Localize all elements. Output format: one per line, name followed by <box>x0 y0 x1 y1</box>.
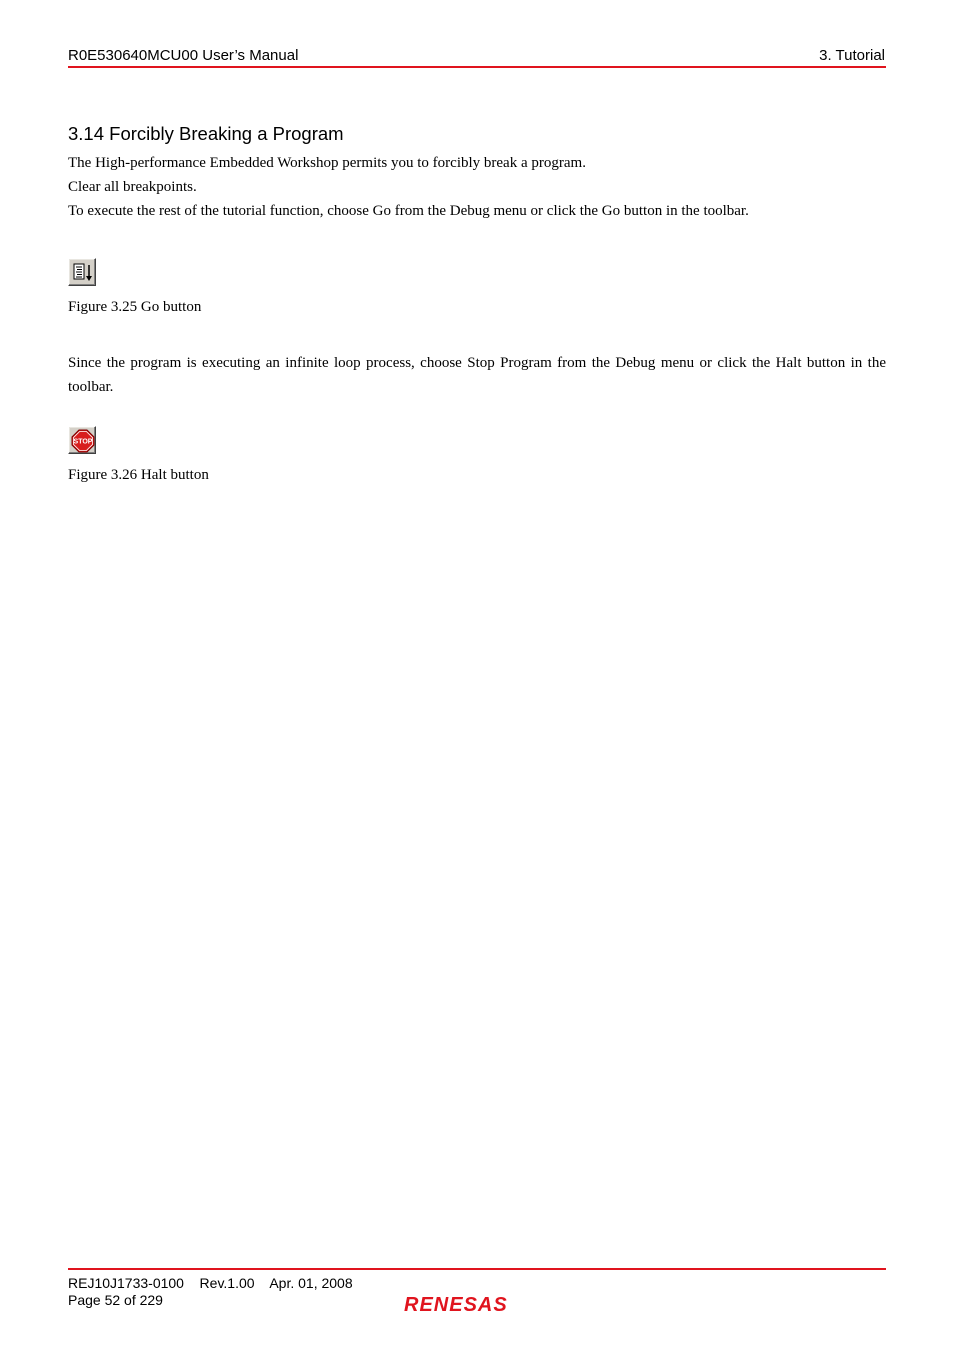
footer-doc-number: REJ10J1733-0100 <box>68 1275 184 1291</box>
header-chapter: 3. Tutorial <box>819 47 885 64</box>
renesas-logo <box>403 1291 553 1324</box>
figure-caption-go: Figure 3.25 Go button <box>68 299 202 315</box>
paragraph-clear-breakpoints: Clear all breakpoints. <box>68 179 197 195</box>
stop-sign-icon <box>71 429 95 453</box>
header-manual-title: R0E530640MCU00 User’s Manual <box>68 47 299 64</box>
footer-rule <box>68 1268 886 1270</box>
footer-doc-info <box>68 1275 353 1291</box>
stop-sign-text: STOP <box>73 438 93 446</box>
footer-date: Apr. 01, 2008 <box>269 1275 353 1291</box>
header-rule <box>68 66 886 68</box>
paragraph-intro: The High-performance Embedded Workshop permits you to forcibly break a program. <box>68 155 586 171</box>
go-button-illustration <box>68 258 96 286</box>
footer-page-number: Page 52 of 229 <box>68 1292 163 1308</box>
figure-caption-halt: Figure 3.26 Halt button <box>68 467 209 483</box>
paragraph-stop-instruction: Since the program is executing an infinite loop process, choose Stop Program from the Debug menu or click the Halt button in the toolbar. <box>68 355 886 395</box>
go-icon <box>71 261 95 285</box>
logo-text: RENESAS <box>404 1294 508 1316</box>
footer-revision: Rev.1.00 <box>199 1275 255 1291</box>
halt-button-illustration <box>68 426 96 454</box>
paragraph-go-instruction: To execute the rest of the tutorial function, choose Go from the Debug menu or click the Go button in the toolbar. <box>68 203 749 219</box>
section-title: 3.14 Forcibly Breaking a Program <box>68 123 344 144</box>
